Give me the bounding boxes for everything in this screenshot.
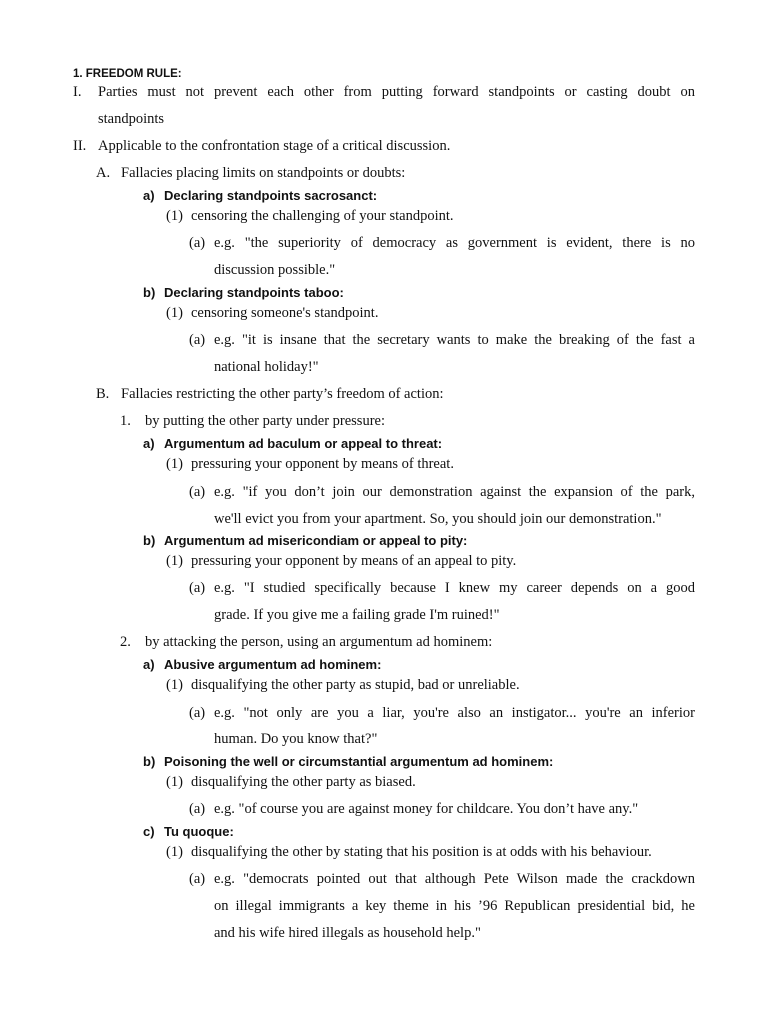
rule-i-line-2: standpoints [98, 111, 165, 127]
roman-marker-ii: II. [73, 138, 87, 154]
letter-marker-b: B. [96, 386, 110, 402]
fallacy-title-sacrosanct: Declaring standpoints sacrosanct: [164, 188, 378, 203]
item-marker-a-a: a) [143, 188, 155, 203]
subsection-b1-text: by putting the other party under pressure: [145, 413, 385, 429]
example-taboo-line-1: e.g. "it is insane that the secretary wants to make the breaking of the fast a [214, 332, 695, 348]
rule-ii-text: Applicable to the confrontation stage of a critical discussion. [98, 138, 451, 154]
ex-marker-b1-b: (a) [189, 580, 206, 596]
subsection-b2-text: by attacking the person, using an argumentum ad hominem: [145, 634, 493, 650]
example-abusive-line-1: e.g. "not only are you a liar, you're also an instigator... you're an inferior [214, 705, 695, 721]
fallacy-desc-sacrosanct: censoring the challenging of your standpoint. [191, 208, 454, 224]
example-baculum-line-1: e.g. "if you don’t join our demonstration against the expansion of the park, [214, 484, 695, 500]
fallacy-desc-abusive: disqualifying the other party as stupid, bad or unreliable. [191, 677, 520, 693]
example-abusive-line-2: human. Do you know that?" [214, 731, 378, 747]
example-poisoning-well-line-1: e.g. "of course you are against money for childcare. You don’t have any." [214, 801, 639, 817]
section-a-text: Fallacies placing limits on standpoints or doubts: [121, 165, 406, 181]
fallacy-title-taboo: Declaring standpoints taboo: [164, 285, 344, 300]
section-b-text: Fallacies restricting the other party’s freedom of action: [121, 386, 444, 402]
rule-i-line-1: Parties must not prevent each other from putting forward standpoints or casting doubt on [98, 84, 695, 100]
item-marker-b2-a: a) [143, 657, 155, 672]
fallacy-desc-tu-quoque: disqualifying the other by stating that his position is at odds with his behaviour. [191, 844, 652, 860]
item-marker-b2-c: c) [143, 824, 155, 839]
fallacy-title-baculum: Argumentum ad baculum or appeal to threat: [164, 436, 443, 451]
letter-marker-a: A. [96, 165, 111, 181]
ex-marker-a-a: (a) [189, 235, 206, 251]
num-marker-b1-b-1: (1) [166, 553, 183, 569]
fallacy-desc-baculum: pressuring your opponent by means of threat. [191, 456, 454, 472]
fallacy-title-abusive: Abusive argumentum ad hominem: [164, 657, 382, 672]
num-marker-b2-b-1: (1) [166, 774, 183, 790]
example-sacrosanct-line-1: e.g. "the superiority of democracy as government is evident, there is no [214, 235, 695, 251]
example-taboo-line-2: national holiday!" [214, 359, 319, 375]
ex-marker-a-b: (a) [189, 332, 206, 348]
num-marker-b2-c-1: (1) [166, 844, 183, 860]
ex-marker-b2-b: (a) [189, 801, 206, 817]
num-marker-b-2: 2. [120, 634, 131, 650]
fallacy-desc-misericondiam: pressuring your opponent by means of an appeal to pity. [191, 553, 517, 569]
ex-marker-b2-a: (a) [189, 705, 206, 721]
example-tu-quoque-line-1: e.g. "democrats pointed out that although Pete Wilson made the crackdown [214, 871, 695, 887]
example-baculum-line-2: we'll evict you from your apartment. So, you should join our demonstration." [214, 511, 662, 527]
num-marker-b1-a-1: (1) [166, 456, 183, 472]
num-marker-a-a-1: (1) [166, 208, 183, 224]
example-tu-quoque-line-2: on illegal immigrants a key theme in his ’96 Republican presidential bid, he [214, 898, 695, 914]
fallacy-title-poisoning-well: Poisoning the well or circumstantial argumentum ad hominem: [164, 754, 554, 769]
example-misericondiam-line-2: grade. If you give me a failing grade I'm ruined!" [214, 607, 500, 623]
fallacy-desc-poisoning-well: disqualifying the other party as biased. [191, 774, 416, 790]
example-tu-quoque-line-3: and his wife hired illegals as household help." [214, 925, 481, 941]
num-marker-b-1: 1. [120, 413, 131, 429]
section-heading: 1. FREEDOM RULE: [73, 68, 182, 80]
ex-marker-b2-c: (a) [189, 871, 206, 887]
item-marker-a-b: b) [143, 285, 156, 300]
item-marker-b1-b: b) [143, 533, 156, 548]
item-marker-b2-b: b) [143, 754, 156, 769]
num-marker-a-b-1: (1) [166, 305, 183, 321]
fallacy-title-tu-quoque: Tu quoque: [164, 824, 234, 839]
fallacy-desc-taboo: censoring someone's standpoint. [191, 305, 379, 321]
example-sacrosanct-line-2: discussion possible." [214, 262, 336, 278]
item-marker-b1-a: a) [143, 436, 155, 451]
roman-marker-i: I. [73, 84, 82, 100]
fallacy-title-misericondiam: Argumentum ad misericondiam or appeal to pity: [164, 533, 468, 548]
num-marker-b2-a-1: (1) [166, 677, 183, 693]
ex-marker-b1-a: (a) [189, 484, 206, 500]
example-misericondiam-line-1: e.g. "I studied specifically because I knew my career depends on a good [214, 580, 695, 596]
